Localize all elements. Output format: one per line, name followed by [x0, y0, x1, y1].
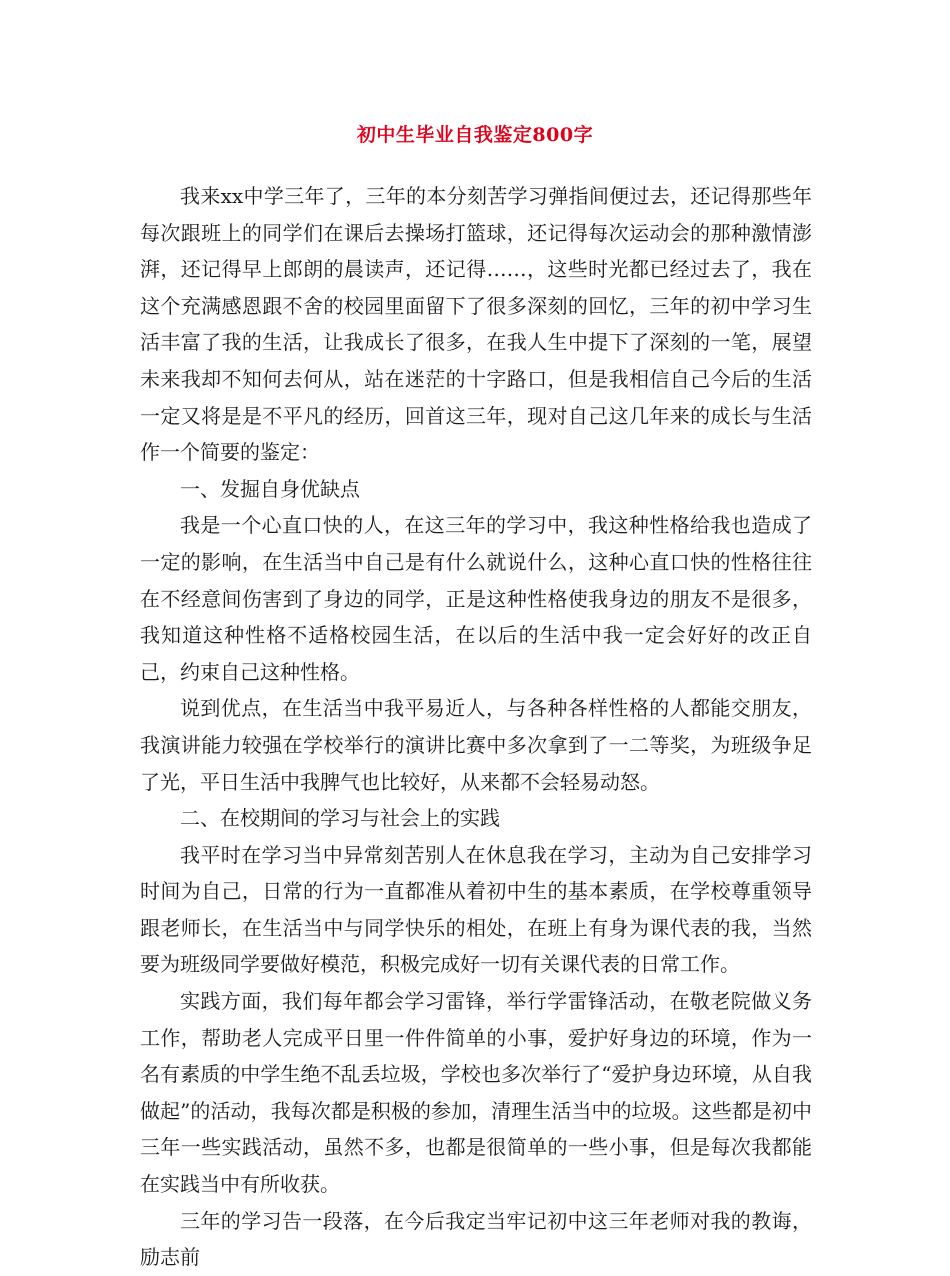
paragraph-intro: 我来xx中学三年了，三年的本分刻苦学习弹指间便过去，还记得那些年每次跟班上的同学们在课后去操场打篮球，还记得每次运动会的那种激情澎湃，还记得早上郎朗的晨读声，还记得……，这些时光都已经过去了，我在这个充满感恩跟不舍的校园里面留下了很多深刻的回忆，三年的初中学习生活丰富了我的生活，让我成长了很多，在我人生中提下了深刻的一笔，展望未来我却不知何去何从，站在迷茫的十字路口，但是我相信自己今后的生活一定又将是是不平凡的经历，回首这三年，现对自己这几年来的成长与生活作一个简要的鉴定：	[140, 184, 812, 465]
document-title: 初中生毕业自我鉴定800字	[356, 124, 594, 146]
paragraph-study: 我平时在学习当中异常刻苦别人在休息我在学习，主动为自己安排学习时间为自己，日常的行为一直都准从着初中生的基本素质，在学校尊重领导跟老师长，在生活当中与同学快乐的相处，在班上有身为课代表的我，当然要为班级同学要做好模范，积极完成好一切有关课代表的日常工作。	[140, 842, 812, 977]
document-body	[140, 178, 812, 1276]
section-heading-study-practice: 二、在校期间的学习与社会上的实践	[180, 806, 500, 831]
paragraph-practice: 实践方面，我们每年都会学习雷锋，举行学雷锋活动，在敬老院做义务工作，帮助老人完成平日里一件件简单的小事，爱护好身边的环境，作为一名有素质的中学生绝不乱丢垃圾，学校也多次举行了“爱护身边环境，从自我做起”的活动，我每次都是积极的参加，清理生活当中的垃圾。这些都是初中三年一些实践活动，虽然不多，也都是很简单的一些小事，但是每次我都能在实践当中有所收获。	[140, 989, 812, 1197]
paragraph-conclusion: 三年的学习告一段落，在今后我定当牢记初中这三年老师对我的教诲，励志前	[140, 1208, 812, 1270]
paragraph-weaknesses: 我是一个心直口快的人，在这三年的学习中，我这种性格给我也造成了一定的影响，在生活当中自己是有什么就说什么，这种心直口快的性格往往在不经意间伤害到了身边的同学，正是这种性格使我身边的朋友不是很多，我知道这种性格不适格校园生活，在以后的生活中我一定会好好的改正自己，约束自己这种性格。	[140, 513, 812, 684]
paragraph-strengths: 说到优点，在生活当中我平易近人，与各种各样性格的人都能交朋友，我演讲能力较强在学校举行的演讲比赛中多次拿到了一二等奖，为班级争足了光，平日生活中我脾气也比较好，从来都不会轻易动怒。	[140, 696, 812, 794]
section-heading-strengths-weaknesses: 一、发掘自身优缺点	[180, 476, 360, 501]
